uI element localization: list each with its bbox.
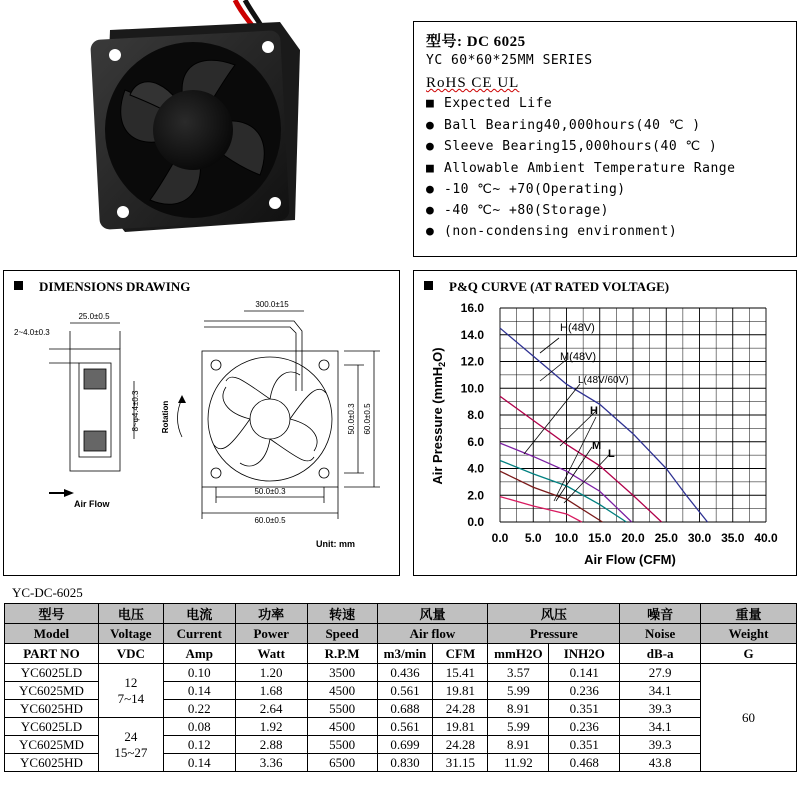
unit-cell: mmH2O — [488, 644, 549, 664]
x-tick-label: 5.0 — [524, 531, 542, 545]
x-tick-label: 20.0 — [621, 531, 645, 545]
table-cell: 0.468 — [549, 754, 620, 772]
header-en-speed: Speed — [307, 624, 377, 644]
table-cell: 0.688 — [377, 700, 433, 718]
table-cell: 0.14 — [163, 754, 235, 772]
storage-temp: ● -40 ℃~ +80(Storage) — [426, 203, 609, 218]
voltage-group-cell — [98, 718, 163, 772]
table-cell: 0.436 — [377, 664, 433, 682]
table-cell: 0.351 — [549, 700, 620, 718]
ball-bearing-life: ● Ball Bearing40,000hours(40 ℃ ) — [426, 118, 701, 133]
table-cell: 5.99 — [488, 718, 549, 736]
header-cn-pressure: 风压 — [488, 604, 620, 624]
table-cell: 1.68 — [235, 682, 307, 700]
header-en-power: Power — [235, 624, 307, 644]
curve-label-m: M — [592, 440, 602, 452]
dot-bullet-icon: ● — [426, 182, 435, 197]
x-axis-label: Air Flow (CFM) — [584, 552, 676, 567]
curve-label-l: L — [608, 448, 615, 460]
series-line-6 — [500, 497, 582, 522]
header-cn-weight: 重量 — [701, 604, 797, 624]
dim-hole: 8~φ4.4±0.3 — [131, 390, 140, 432]
x-tick-label: 0.0 — [491, 531, 509, 545]
voltage-range: 15~27 — [114, 744, 148, 760]
y-tick-label: 10.0 — [460, 381, 484, 396]
x-tick-label: 40.0 — [754, 531, 778, 545]
dim-60-vertical: 60.0±0.5 — [363, 403, 372, 435]
table-cell: 0.08 — [163, 718, 235, 736]
table-cell: 43.8 — [620, 754, 701, 772]
table-cell: YC6025MD — [5, 682, 99, 700]
table-cell: 5.99 — [488, 682, 549, 700]
table-cell: 11.92 — [488, 754, 549, 772]
dimensions-drawing — [4, 271, 399, 575]
table-cell: YC6025HD — [5, 700, 99, 718]
table-cell: 0.236 — [549, 718, 620, 736]
series-line: YC 60*60*25MM SERIES — [426, 53, 593, 68]
header-en-airflow: Air flow — [377, 624, 488, 644]
y-tick-label: 14.0 — [460, 327, 484, 342]
dim-50-horizontal: 50.0±0.3 — [254, 487, 286, 496]
table-cell: 1.92 — [235, 718, 307, 736]
table-cell: 1.20 — [235, 664, 307, 682]
table-cell: 2.88 — [235, 736, 307, 754]
curve-label-h48: H(48V) — [560, 322, 595, 334]
header-row-cn — [5, 604, 797, 624]
x-tick-label: 25.0 — [654, 531, 678, 545]
table-cell: 34.1 — [620, 682, 701, 700]
dot-bullet-icon: ● — [426, 224, 435, 239]
temperature-heading: ■ Allowable Ambient Temperature Range — [426, 161, 736, 176]
voltage-group-cell — [98, 664, 163, 718]
unit-cell: Watt — [235, 644, 307, 664]
header-en-weight: Weight — [701, 624, 797, 644]
dim-300: 300.0±15 — [255, 300, 289, 309]
table-cell: YC6025LD — [5, 718, 99, 736]
table-cell: 6500 — [307, 754, 377, 772]
expected-life-heading: ■ Expected Life — [426, 96, 553, 111]
model-heading: 型号: DC 6025 — [426, 34, 526, 50]
spec-table — [4, 603, 797, 772]
table-cell: YC6025HD — [5, 754, 99, 772]
y-tick-label: 8.0 — [467, 408, 484, 422]
table-cell: 24.28 — [433, 700, 488, 718]
x-tick-label: 15.0 — [588, 531, 612, 545]
rotation-label: Rotation — [161, 400, 170, 434]
table-cell: 4500 — [307, 718, 377, 736]
air-flow-label: Air Flow — [74, 499, 110, 509]
table-cell: 3.36 — [235, 754, 307, 772]
table-cell: 8.91 — [488, 736, 549, 754]
table-cell: 4500 — [307, 682, 377, 700]
weight-cell: 60 — [701, 664, 797, 772]
y-tick-label: 2.0 — [467, 488, 484, 503]
y-tick-label: 0.0 — [467, 515, 484, 529]
fan-photo — [85, 0, 320, 245]
table-cell: 0.561 — [377, 718, 433, 736]
x-tick-label: 30.0 — [687, 531, 712, 545]
header-en-model: Model — [5, 624, 99, 644]
table-row — [5, 664, 797, 682]
table-cell: 5500 — [307, 736, 377, 754]
dot-bullet-icon: ● — [426, 203, 435, 218]
dimensions-title: DIMENSIONS DRAWING — [14, 279, 190, 295]
spec-box — [413, 21, 797, 257]
table-cell: 31.15 — [433, 754, 488, 772]
header-en-pressure: Pressure — [488, 624, 620, 644]
curve-label-m48: M(48V) — [560, 351, 597, 363]
header-cn-model: 型号 — [5, 604, 99, 624]
dot-bullet-icon: ● — [426, 118, 435, 133]
unit-cell: R.P.M — [307, 644, 377, 664]
table-cell: 3.57 — [488, 664, 549, 682]
unit-cell: m3/min — [377, 644, 433, 664]
table-cell: 24.28 — [433, 736, 488, 754]
table-cell: 19.81 — [433, 718, 488, 736]
table-cell: 2.64 — [235, 700, 307, 718]
voltage-nominal: 12 — [124, 674, 138, 690]
unit-cell: VDC — [98, 644, 163, 664]
dim-60-horizontal: 60.0±0.5 — [254, 516, 286, 525]
pq-chart — [414, 271, 796, 575]
units-row — [5, 644, 797, 664]
table-cell: YC6025MD — [5, 736, 99, 754]
unit-cell: INH2O — [549, 644, 620, 664]
x-tick-label: 35.0 — [721, 531, 745, 545]
y-axis-label: Air Pressure (mmH$_2$O) — [430, 347, 447, 485]
header-cn-airflow: 风量 — [377, 604, 488, 624]
table-cell: 0.10 — [163, 664, 235, 682]
operating-temp: ● -10 ℃~ +70(Operating) — [426, 182, 626, 197]
table-caption: YC-DC-6025 — [12, 585, 83, 600]
header-en-current: Current — [163, 624, 235, 644]
table-cell: YC6025LD — [5, 664, 99, 682]
pq-curve-title: P&Q CURVE (AT RATED VOLTAGE) — [424, 279, 669, 295]
table-cell: 19.81 — [433, 682, 488, 700]
condensing-note: ● (non-condensing environment) — [426, 224, 678, 239]
table-cell: 0.236 — [549, 682, 620, 700]
table-cell: 0.12 — [163, 736, 235, 754]
header-cn-power: 功率 — [235, 604, 307, 624]
curve-label-l48: L(48V/60V) — [578, 375, 629, 386]
unit-label: Unit: mm — [316, 539, 355, 549]
square-bullet-icon: ■ — [426, 161, 435, 176]
table-cell: 0.141 — [549, 664, 620, 682]
voltage-range: 7~14 — [117, 690, 145, 706]
table-cell: 0.14 — [163, 682, 235, 700]
table-row — [5, 718, 797, 736]
dim-50-vertical: 50.0±0.3 — [347, 403, 356, 435]
table-cell: 0.22 — [163, 700, 235, 718]
table-cell: 0.699 — [377, 736, 433, 754]
table-cell: 34.1 — [620, 718, 701, 736]
table-cell: 0.561 — [377, 682, 433, 700]
x-tick-label: 10.0 — [554, 531, 579, 545]
dim-2-4: 2~4.0±0.3 — [14, 328, 50, 337]
header-cn-speed: 转速 — [307, 604, 377, 624]
unit-cell: Amp — [163, 644, 235, 664]
series-line-1 — [500, 328, 707, 522]
table-cell: 5500 — [307, 700, 377, 718]
dimensions-panel — [3, 270, 400, 576]
dim-25: 25.0±0.5 — [78, 312, 110, 321]
sleeve-bearing-life: ● Sleeve Bearing15,000hours(40 ℃ ) — [426, 139, 718, 154]
header-cn-voltage: 电压 — [98, 604, 163, 624]
certifications: RoHS CE UL — [426, 75, 520, 91]
unit-cell: dB-a — [620, 644, 701, 664]
square-bullet-icon: ■ — [426, 96, 435, 111]
header-cn-noise: 噪音 — [620, 604, 701, 624]
header-en-voltage: Voltage — [98, 624, 163, 644]
y-tick-label: 16.0 — [460, 301, 484, 315]
voltage-nominal: 24 — [124, 728, 138, 744]
curve-label-h: H — [590, 405, 598, 417]
table-cell: 39.3 — [620, 700, 701, 718]
dot-bullet-icon: ● — [426, 139, 435, 154]
header-cn-current: 电流 — [163, 604, 235, 624]
table-cell: 27.9 — [620, 664, 701, 682]
header-row-en — [5, 624, 797, 644]
unit-cell: G — [701, 644, 797, 664]
table-cell: 8.91 — [488, 700, 549, 718]
unit-cell: PART NO — [5, 644, 99, 664]
table-cell: 15.41 — [433, 664, 488, 682]
y-tick-label: 12.0 — [460, 354, 484, 369]
unit-cell: CFM — [433, 644, 488, 664]
table-cell: 3500 — [307, 664, 377, 682]
y-tick-label: 4.0 — [467, 461, 484, 476]
header-en-noise: Noise — [620, 624, 701, 644]
table-cell: 39.3 — [620, 736, 701, 754]
table-cell: 0.830 — [377, 754, 433, 772]
table-cell: 0.351 — [549, 736, 620, 754]
pq-curve-panel — [413, 270, 797, 576]
y-tick-label: 6.0 — [467, 434, 484, 449]
